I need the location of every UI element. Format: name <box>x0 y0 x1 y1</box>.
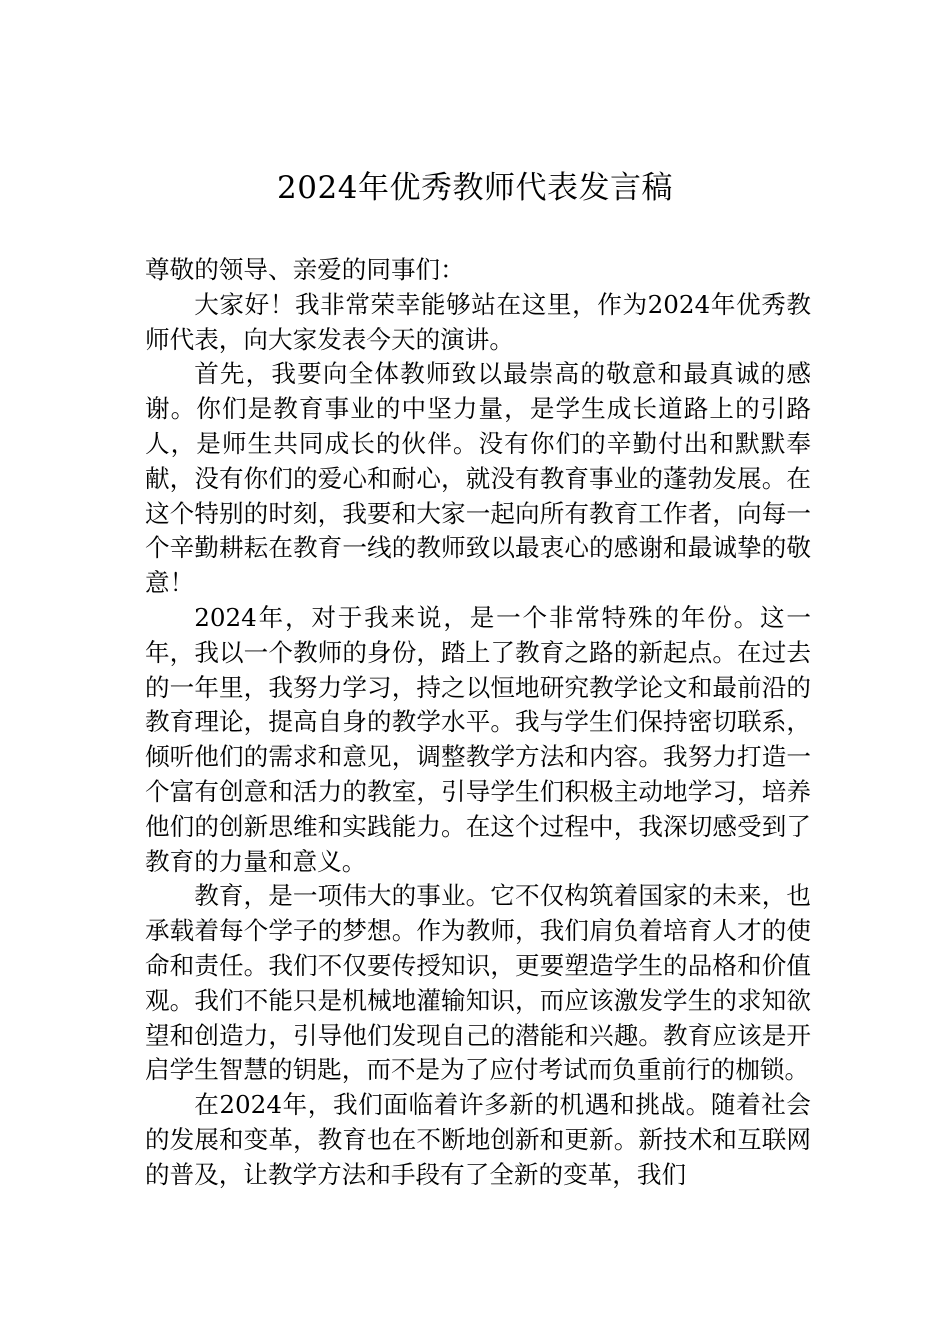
paragraph-education: 教育，是一项伟大的事业。它不仅构筑着国家的未来，也承载着每个学子的梦想。作为教师，我们肩负着培育人才的使命和责任。我们不仅要传授知识，更要塑造学生的品格和价值观。我们不能只是机械地灌输知识，而应该激发学生的求知欲望和创造力，引导他们发现自己的潜能和兴趣。教育应该是开启学生智慧的钥匙，而不是为了应付考试而负重前行的枷锁。 <box>145 881 811 1085</box>
document-body <box>145 253 811 1193</box>
paragraph-opening: 大家好！我非常荣幸能够站在这里，作为2024年优秀教师代表，向大家发表今天的演讲。 <box>145 289 811 354</box>
paragraph-gratitude: 首先，我要向全体教师致以最崇高的敬意和最真诚的感谢。你们是教育事业的中坚力量，是学生成长道路上的引路人，是师生共同成长的伙伴。没有你们的辛勤付出和默默奉献，没有你们的爱心和耐心，就没有教育事业的蓬勃发展。在这个特别的时刻，我要和大家一起向所有教育工作者，向每一个辛勤耕耘在教育一线的教师致以最衷心的感谢和最诚挚的敬意！ <box>145 359 811 598</box>
salutation: 尊敬的领导、亲爱的同事们： <box>145 255 465 284</box>
paragraph-year-review: 2024年，对于我来说，是一个非常特殊的年份。这一年，我以一个教师的身份，踏上了教育之路的新起点。在过去的一年里，我努力学习，持之以恒地研究教学论文和最前沿的教育理论，提高自身的教学水平。我与学生们保持密切联系，倾听他们的需求和意见，调整教学方法和内容。我努力打造一个富有创意和活力的教室，引导学生们积极主动地学习，培养他们的创新思维和实践能力。在这个过程中，我深切感受到了教育的力量和意义。 <box>145 602 811 876</box>
paragraph-challenges: 在2024年，我们面临着许多新的机遇和挑战。随着社会的发展和变革，教育也在不断地创新和更新。新技术和互联网的普及，让教学方法和手段有了全新的变革，我们 <box>145 1090 811 1189</box>
document-title: 2024年优秀教师代表发言稿 <box>277 170 673 206</box>
